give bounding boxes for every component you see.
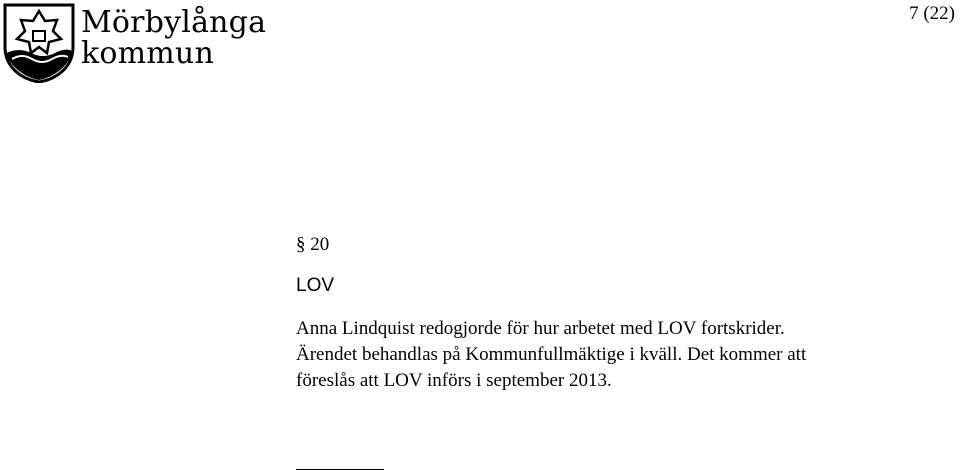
coat-of-arms-icon	[3, 3, 75, 83]
section-title: LOV	[296, 275, 335, 296]
page-number: 7 (22)	[909, 3, 955, 24]
body-line: Ärendet behandlas på Kommunfullmäktige i kväll. Det kommer att	[296, 344, 807, 365]
municipality-logo	[3, 3, 267, 85]
logo-line-2: kommun	[81, 36, 214, 71]
body-text	[296, 316, 936, 394]
body-line: Anna Lindquist redogjorde för hur arbetet med LOV fortskrider.	[296, 318, 785, 339]
signature-rule	[296, 469, 384, 470]
logo-line-1: Mörbylånga	[81, 5, 267, 40]
logo-wordmark	[81, 7, 266, 69]
paragraph-number: § 20	[296, 234, 330, 255]
body-line: föreslås att LOV införs i september 2013.	[296, 370, 612, 391]
